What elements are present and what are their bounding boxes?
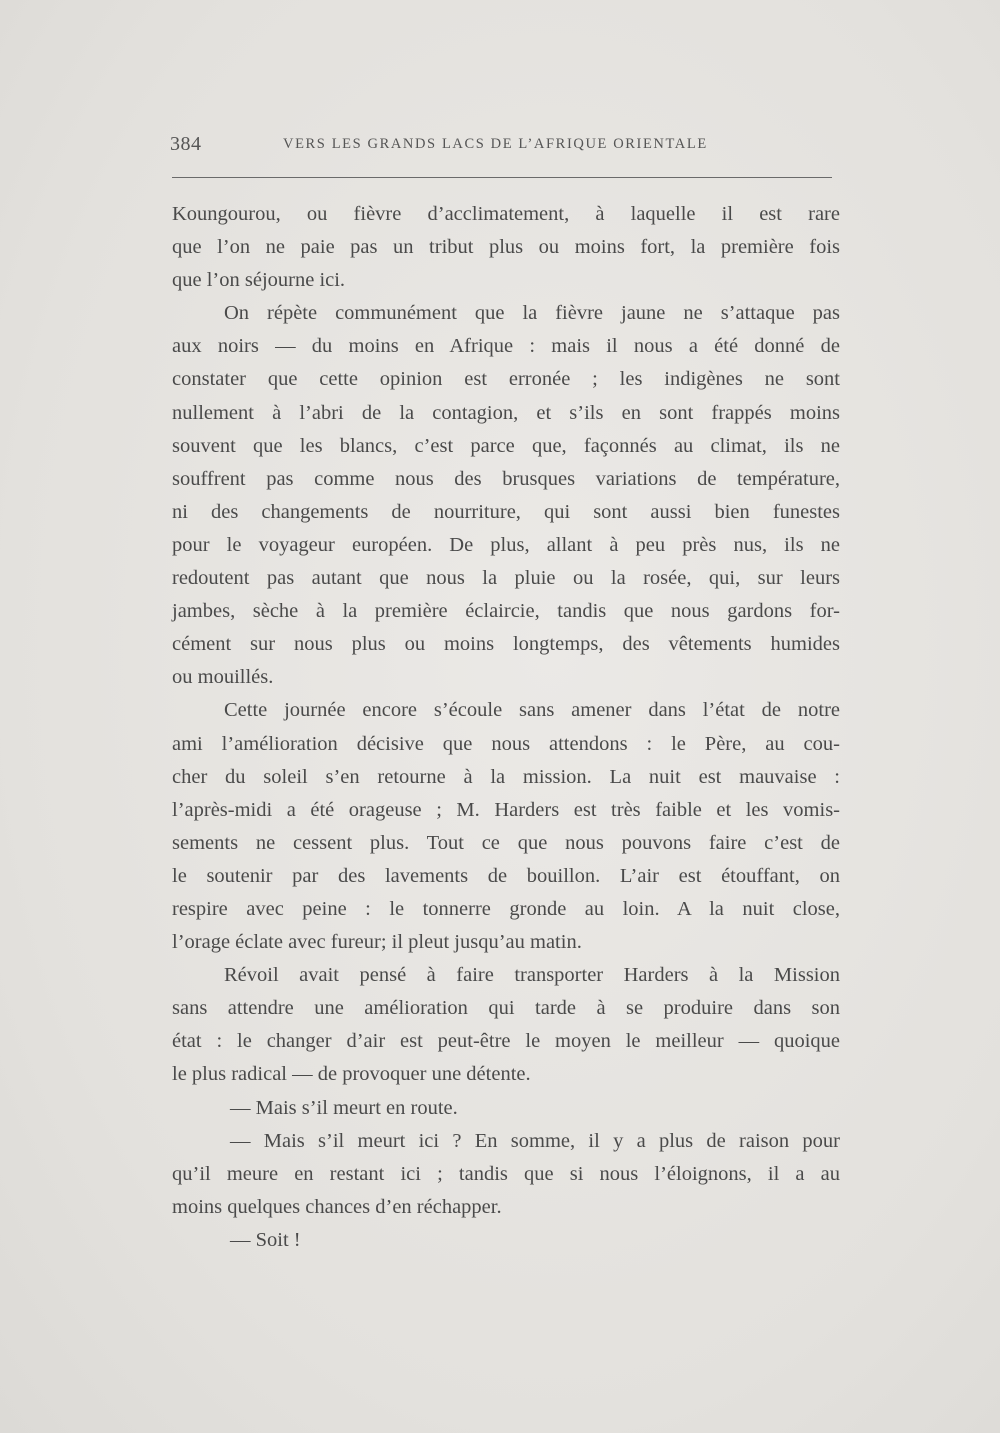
text-line: ou mouillés. (172, 666, 274, 689)
paragraph-start-line: On répète communément que la fièvre jaune ne s’attaque pas (224, 302, 840, 325)
text-line: jambes, sèche à la première éclaircie, tandis que nous gardons for- (172, 600, 840, 623)
dialogue-line: — Mais s’il meurt en route. (230, 1096, 458, 1119)
text-line: ni des changements de nourriture, qui sont aussi bien funestes (172, 500, 840, 523)
dialogue-line: — Soit ! (230, 1228, 301, 1251)
text-line: nullement à l’abri de la contagion, et s’ils en sont frappés moins (172, 401, 840, 424)
header-rule (172, 177, 832, 178)
text-line: pour le voyageur européen. De plus, allant à peu près nus, ils ne (172, 533, 840, 556)
text-line: le soutenir par des lavements de bouillon. L’air est étouffant, on (172, 864, 840, 887)
text-line: souvent que les blancs, c’est parce que, façonnés au climat, ils ne (172, 434, 840, 457)
body-text (172, 198, 840, 1257)
text-line: souffrent pas comme nous des brusques variations de température, (172, 467, 840, 490)
text-line: redoutent pas autant que nous la pluie ou la rosée, qui, sur leurs (172, 567, 840, 590)
dialogue-line: — Mais s’il meurt ici ? En somme, il y a plus de raison pour (230, 1129, 840, 1152)
text-line: constater que cette opinion est erronée ; les indigènes ne sont (172, 368, 840, 391)
text-line: ami l’amélioration décisive que nous attendons : le Père, au cou- (172, 732, 840, 755)
text-line: aux noirs — du moins en Afrique : mais il nous a été donné de (172, 335, 840, 358)
text-line: état : le changer d’air est peut-être le moyen le meilleur — quoique (172, 1030, 840, 1053)
text-line: sans attendre une amélioration qui tarde à se produire dans son (172, 997, 840, 1020)
running-title: VERS LES GRANDS LACS DE L’AFRIQUE ORIENTALE (283, 136, 708, 152)
text-line: respire avec peine : le tonnerre gronde au loin. A la nuit close, (172, 897, 840, 920)
text-line: que l’on ne paie pas un tribut plus ou moins fort, la première fois (172, 236, 840, 259)
text-line: l’orage éclate avec fureur; il pleut jusqu’au matin. (172, 931, 582, 954)
paragraph-start-line: Cette journée encore s’écoule sans amener dans l’état de notre (224, 699, 840, 722)
running-header (170, 133, 830, 163)
text-line: qu’il meure en restant ici ; tandis que si nous l’éloignons, il a au (172, 1162, 840, 1185)
text-line: cément sur nous plus ou moins longtemps, des vêtements humides (172, 633, 840, 656)
text-line: Koungourou, ou fièvre d’acclimatement, à laquelle il est rare (172, 203, 840, 225)
page-number: 384 (170, 133, 202, 155)
text-line: moins quelques chances d’en réchapper. (172, 1195, 502, 1218)
paragraph-start-line: Révoil avait pensé à faire transporter Harders à la Mission (224, 964, 840, 987)
text-line: sements ne cessent plus. Tout ce que nous pouvons faire c’est de (172, 831, 840, 854)
text-line: le plus radical — de provoquer une détente. (172, 1063, 531, 1086)
text-line: l’après-midi a été orageuse ; M. Harders est très faible et les vomis- (172, 798, 840, 821)
text-line: cher du soleil s’en retourne à la mission. La nuit est mauvaise : (172, 765, 840, 788)
text-line: que l’on séjourne ici. (172, 269, 346, 292)
